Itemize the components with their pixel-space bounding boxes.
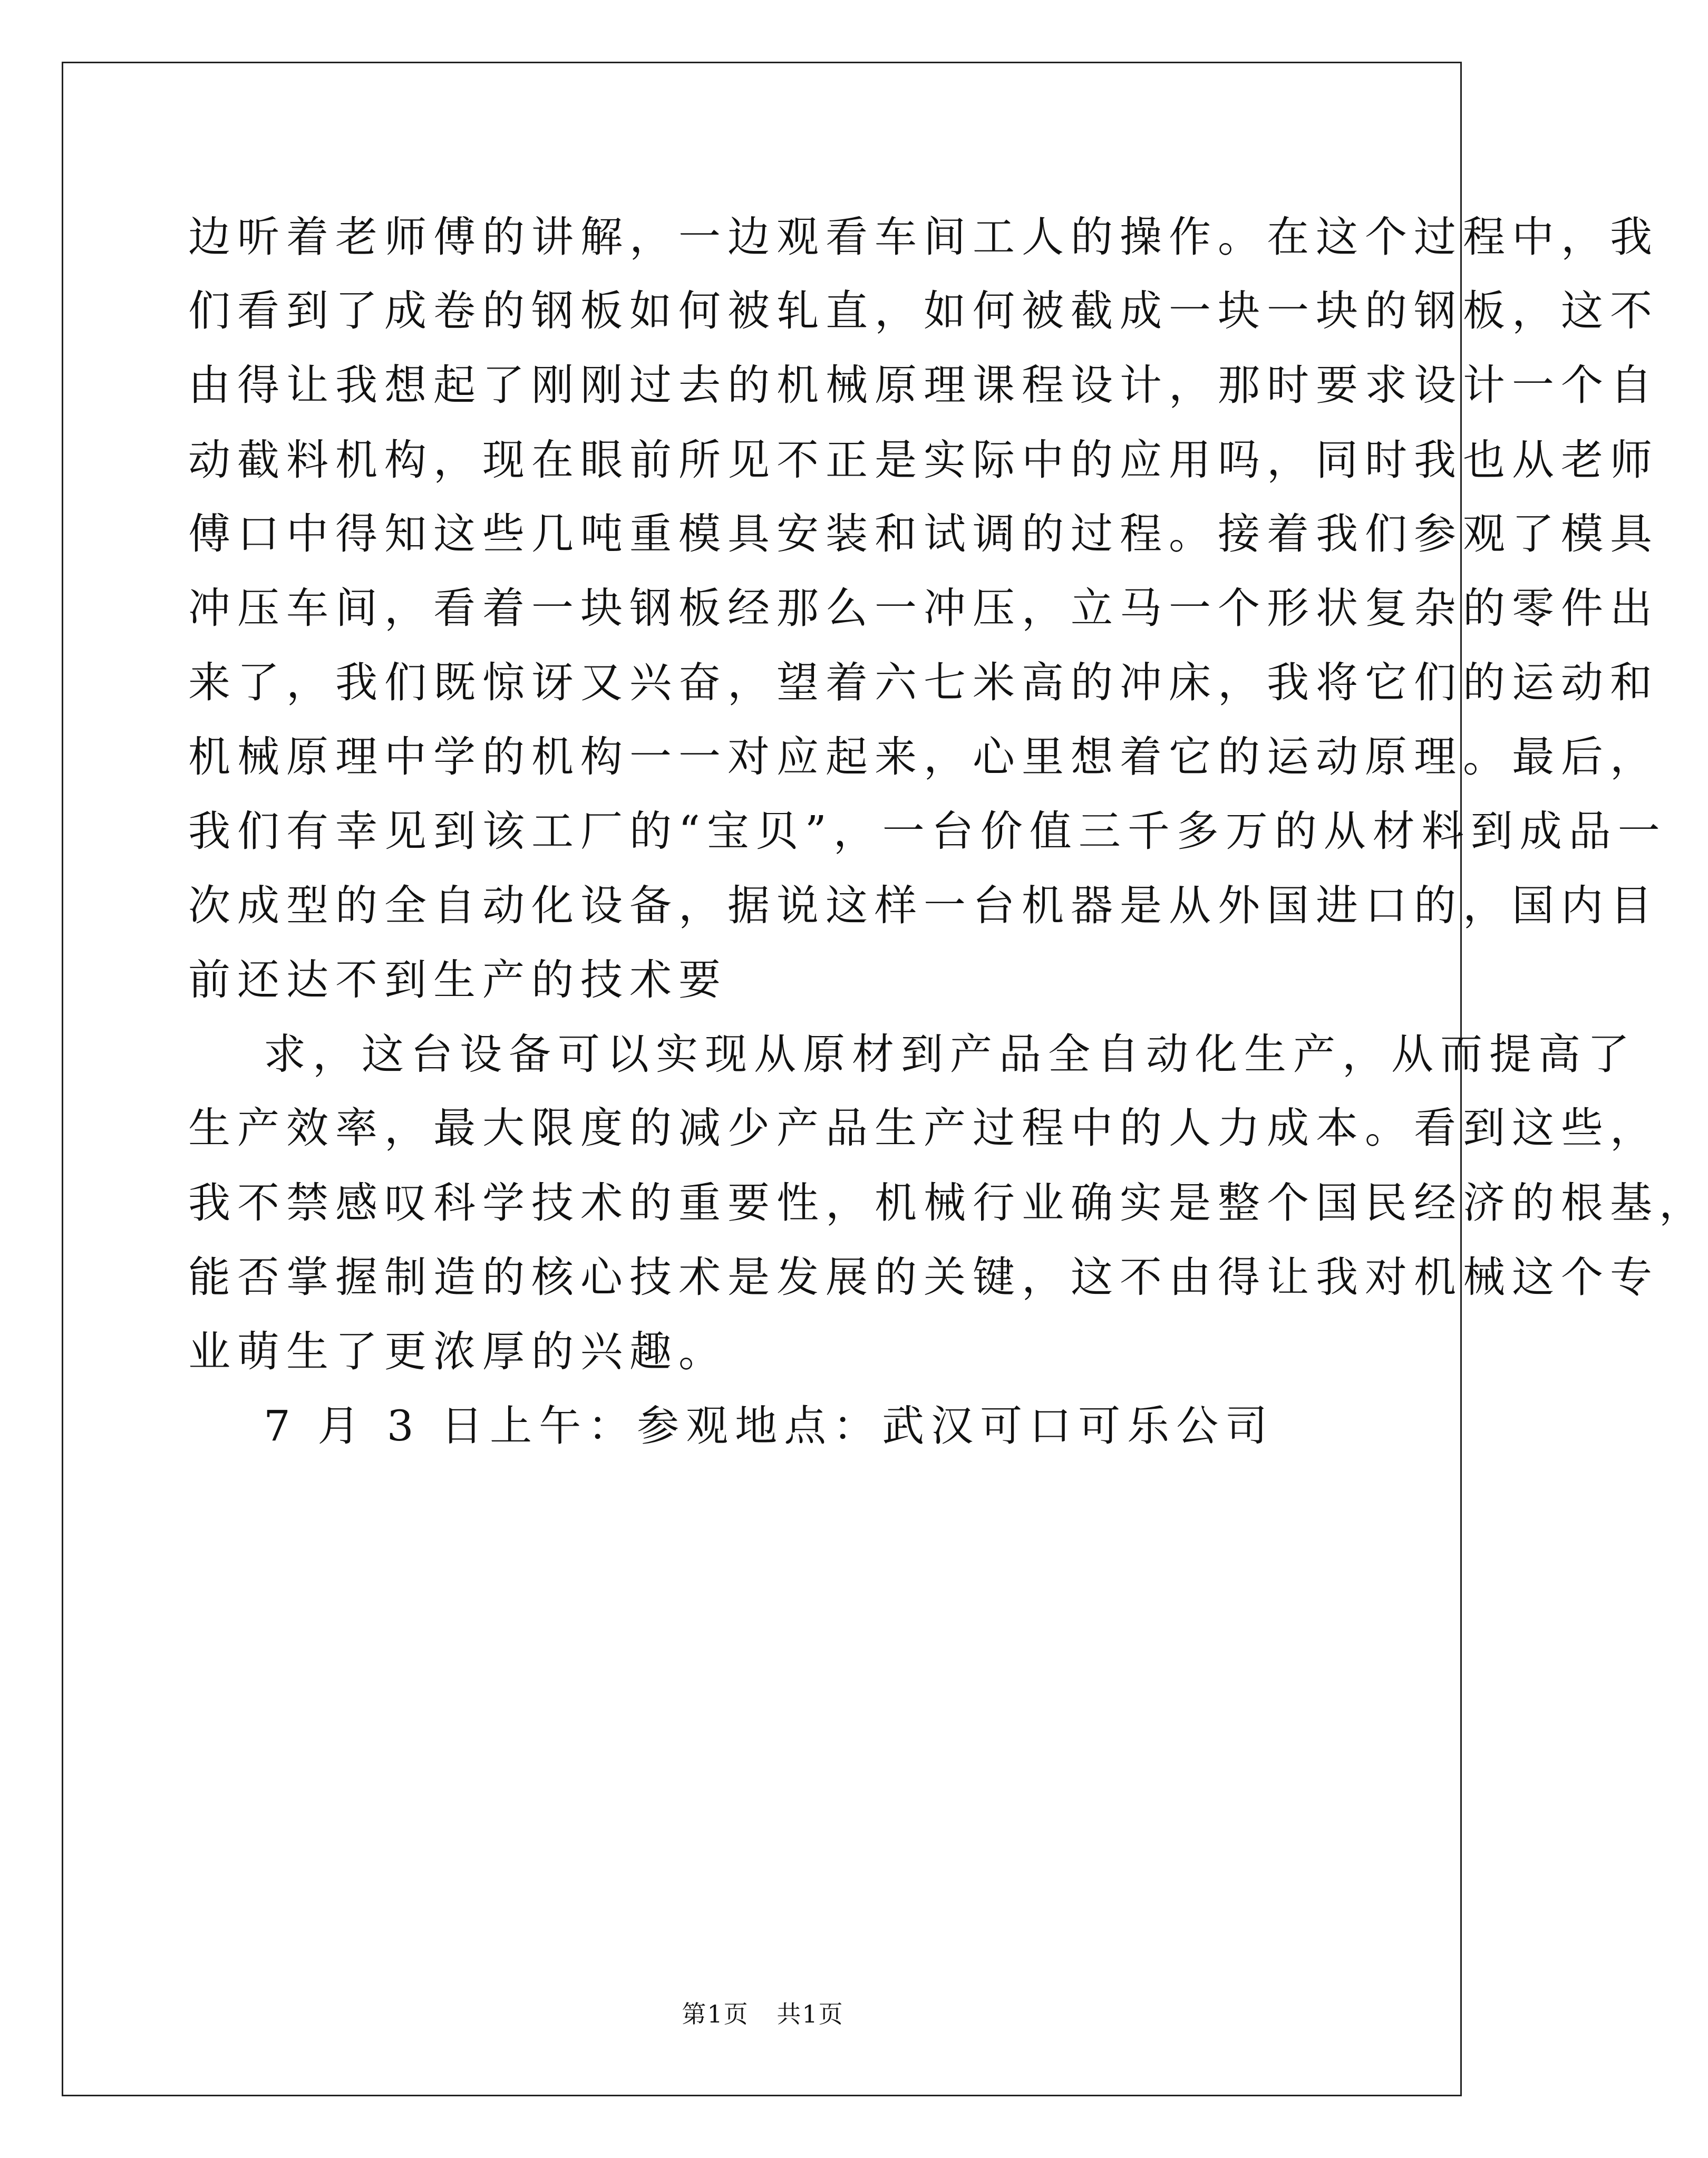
text-line: 我不禁感叹科学技术的重要性，机械行业确实是整个国民经济的根基，: [188, 1178, 1708, 1227]
page-footer: [0, 1998, 1526, 2030]
text-line: 由得让我想起了刚刚过去的机械原理课程设计，那时要求设计一个自: [188, 361, 1659, 410]
text-line: 傅口中得知这些几吨重模具安装和试调的过程。接着我们参观了模具: [188, 509, 1659, 558]
text-line: 前还达不到生产的技术要: [188, 955, 727, 1004]
text-line: 们看到了成卷的钢板如何被轧直，如何被截成一块一块的钢板，这不: [188, 286, 1659, 335]
text-line: 求，这台设备可以实现从原材到产品全自动化生产，从而提高了: [264, 1030, 1636, 1079]
text-line: 次成型的全自动化设备，据说这样一台机器是从外国进口的，国内目: [188, 881, 1659, 930]
text-line: 来了，我们既惊讶又兴奋，望着六七米高的冲床，我将它们的运动和: [188, 658, 1659, 707]
text-line: 动截料机构，现在眼前所见不正是实际中的应用吗，同时我也从老师: [188, 436, 1659, 485]
text-line: 业萌生了更浓厚的兴趣。: [188, 1327, 727, 1376]
text-line: 7 月 3 日上午：参观地点：武汉可口可乐公司: [264, 1401, 1275, 1450]
text-line: 生产效率，最大限度的减少产品生产过程中的人力成本。看到这些，: [188, 1104, 1659, 1153]
page-number: 第1页: [682, 2000, 749, 2028]
text-line: 机械原理中学的机构一一对应起来，心里想着它的运动原理。最后，: [188, 732, 1659, 781]
text-line: 能否掌握制造的核心技术是发展的关键，这不由得让我对机械这个专: [188, 1253, 1659, 1302]
text-line: 冲压车间，看着一块钢板经那么一冲压，立马一个形状复杂的零件出: [188, 584, 1659, 633]
page-total: 共1页: [777, 2000, 844, 2028]
text-line: 边听着老师傅的讲解，一边观看车间工人的操作。在这个过程中，我: [188, 212, 1659, 262]
text-line: 我们有幸见到该工厂的“宝贝”，一台价值三千多万的从材料到成品一: [188, 807, 1667, 856]
